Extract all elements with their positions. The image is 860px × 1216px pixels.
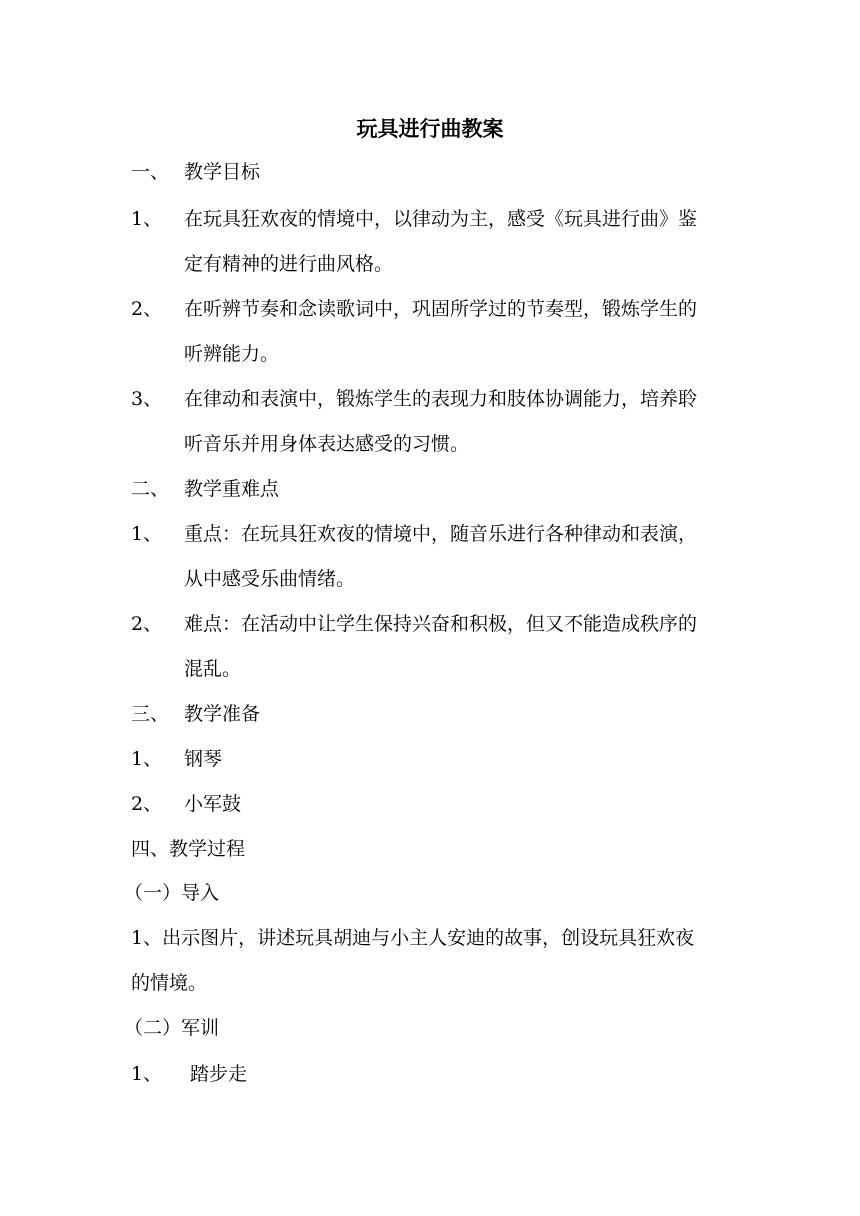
section-number: 一、	[131, 161, 170, 183]
item-text-line-2: 从中感受乐曲情绪。	[184, 568, 356, 590]
item-number: 3、	[131, 388, 163, 410]
paragraph-line-1: 1、出示图片，讲述玩具胡迪与小主人安迪的故事，创设玩具狂欢夜	[131, 927, 695, 949]
item-number: 1、	[131, 523, 163, 545]
item-text-line-2: 定有精神的进行曲风格。	[184, 253, 394, 275]
subsection-title: （一）导入	[124, 882, 220, 904]
paragraph-line-2: 的情境。	[131, 972, 208, 994]
item-text: 小军鼓	[184, 793, 242, 815]
section-number: 三、	[131, 703, 170, 725]
section-title: 四、教学过程	[131, 838, 246, 860]
item-text: 钢琴	[184, 748, 223, 770]
item-text-line-1: 在玩具狂欢夜的情境中，以律动为主，感受《玩具进行曲》鉴	[184, 208, 698, 230]
section-number: 二、	[131, 478, 170, 500]
subsection-title: （二）军训	[124, 1017, 220, 1039]
item-text-line-2: 混乱。	[184, 658, 242, 680]
item-text-line-1: 重点：在玩具狂欢夜的情境中，随音乐进行各种律动和表演，	[184, 523, 698, 545]
item-text-line-2: 听辨能力。	[184, 343, 280, 365]
item-text-line-2: 听音乐并用身体表达感受的习惯。	[184, 433, 470, 455]
item-number: 2、	[131, 613, 163, 635]
item-number: 2、	[131, 298, 163, 320]
item-number: 1、	[131, 1063, 163, 1085]
item-text-line-1: 在律动和表演中，锻炼学生的表现力和肢体协调能力，培养聆	[184, 388, 698, 410]
item-number: 1、	[131, 208, 163, 230]
section-title: 教学准备	[184, 703, 261, 725]
item-number: 1、	[131, 748, 163, 770]
section-title: 教学重难点	[184, 478, 280, 500]
section-title: 教学目标	[184, 161, 261, 183]
item-text: 踏步走	[190, 1063, 248, 1085]
item-text-line-1: 难点：在活动中让学生保持兴奋和积极，但又不能造成秩序的	[184, 613, 698, 635]
document-title: 玩具进行曲教案	[356, 117, 504, 141]
item-number: 2、	[131, 793, 163, 815]
item-text-line-1: 在听辨节奏和念读歌词中，巩固所学过的节奏型，锻炼学生的	[184, 298, 698, 320]
